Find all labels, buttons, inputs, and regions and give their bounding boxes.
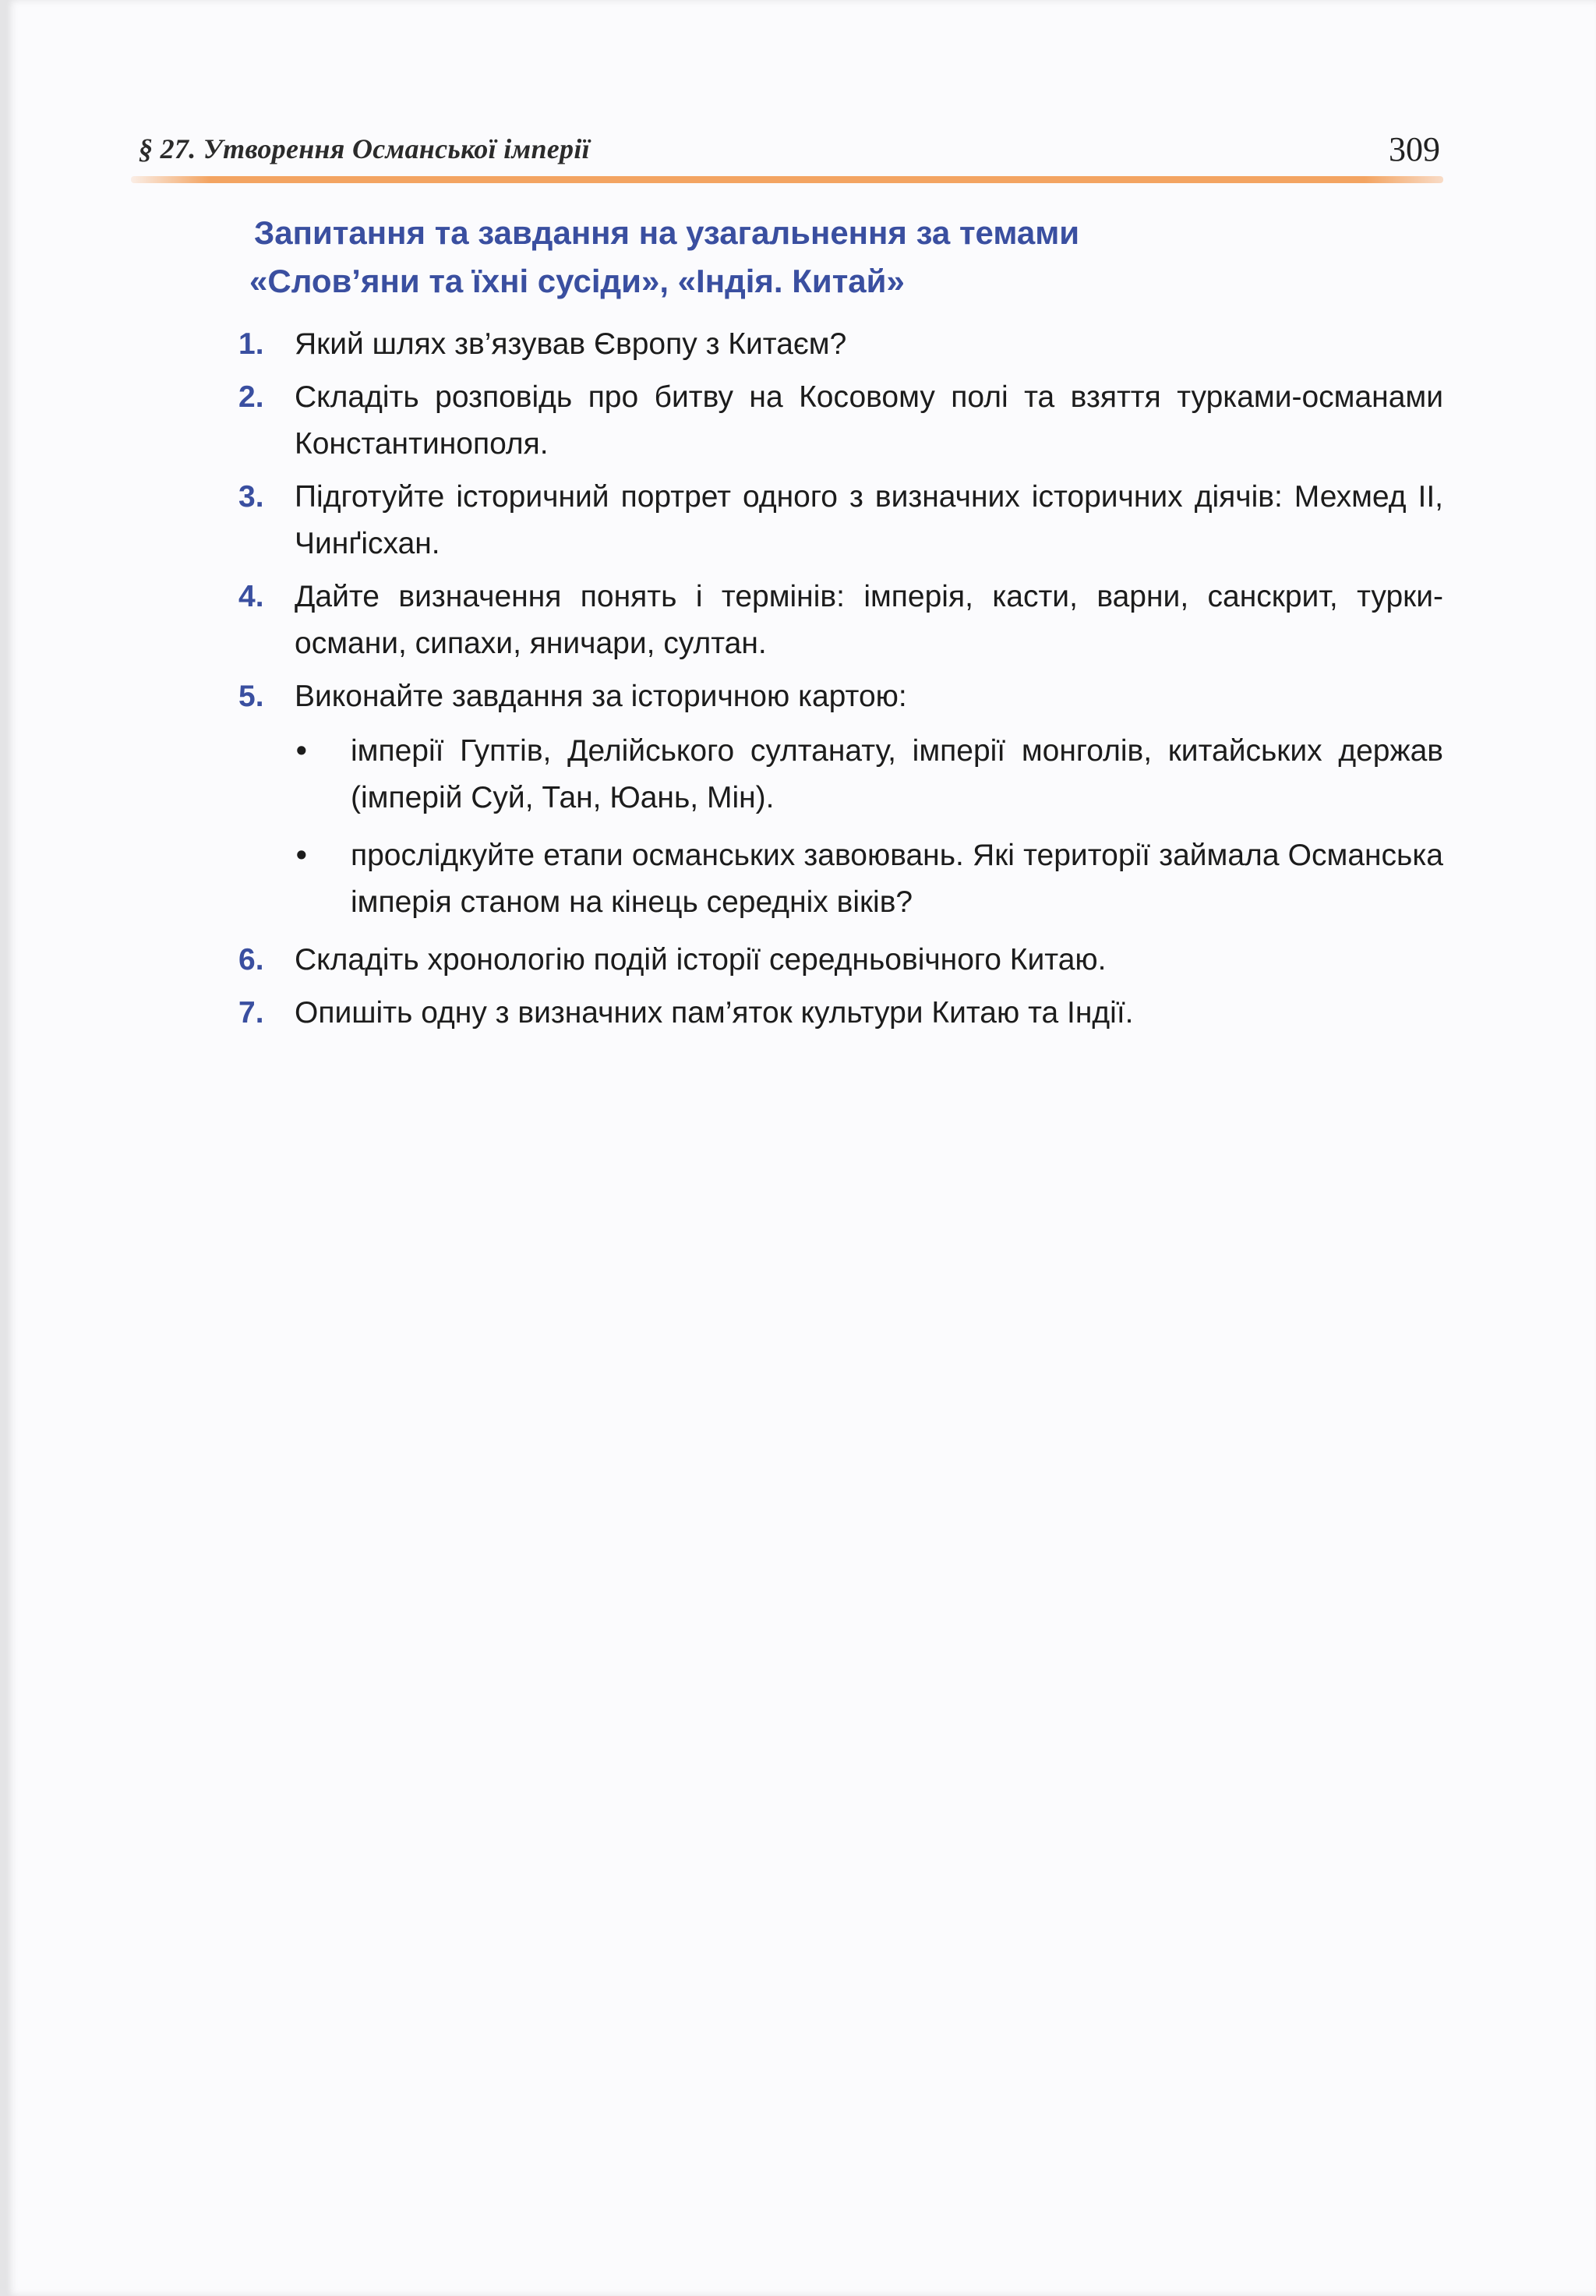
bullet-text: імперії Гуптів, Делійського султанату, імперії монголів, китайських держав (імперій Суй, Тан, Юань, Мін).	[351, 734, 1443, 814]
task-item-7	[232, 990, 1443, 1037]
task-item-3	[232, 474, 1443, 567]
book-page	[6, 0, 1596, 2296]
task-5-bullet-list	[295, 728, 1443, 926]
task-text: Складіть хронологію подій історії середньовічного Китаю.	[295, 943, 1107, 977]
bullet-icon: •	[296, 839, 307, 872]
task-text: Підготуйте історичний портрет одного з визначних історичних діячів: Мехмед ІІ, Чинґісхан.	[295, 480, 1443, 560]
task-number: 4.	[238, 580, 264, 613]
task-text: Який шлях зв’язував Європу з Китаєм?	[295, 327, 847, 361]
task-number: 3.	[238, 480, 264, 514]
section-heading	[249, 209, 1345, 306]
page-number: 309	[1389, 130, 1440, 168]
task-item-5	[232, 673, 1443, 926]
running-title: § 27. Утворення Османської імперії	[139, 133, 590, 164]
task-text: Дайте визначення понять і термінів: імперія, касти, варни, санскрит, турки-османи, сипахи, яничари, султан.	[295, 580, 1443, 660]
bullet-item-2	[295, 832, 1443, 926]
task-number: 1.	[238, 327, 264, 361]
task-number: 6.	[238, 943, 264, 977]
task-number: 5.	[238, 680, 264, 713]
header-divider	[131, 176, 1443, 183]
task-number: 7.	[238, 996, 264, 1030]
bullet-text: прослідкуйте етапи османських завоювань. Які території займала Османська імперія станом на кінець середніх віків?	[351, 839, 1443, 919]
task-list	[232, 321, 1443, 1043]
task-item-1	[232, 321, 1443, 368]
task-text: Виконайте завдання за історичною картою:	[295, 680, 907, 713]
bullet-icon: •	[296, 734, 307, 768]
section-heading-line-2: «Слов’яни та їхні сусіди», «Індія. Китай»	[249, 263, 905, 299]
running-head	[131, 131, 1443, 170]
task-item-2	[232, 374, 1443, 468]
task-text: Складіть розповідь про битву на Косовому полі та взяття турками-османами Константинополя.	[295, 380, 1443, 461]
bullet-item-1	[295, 728, 1443, 821]
section-heading-line-1: Запитання та завдання на узагальнення за темами	[254, 214, 1080, 251]
task-number: 2.	[238, 380, 264, 414]
task-text: Опишіть одну з визначних пам’яток культури Китаю та Індії.	[295, 996, 1134, 1030]
task-item-6	[232, 937, 1443, 984]
task-item-4	[232, 574, 1443, 667]
